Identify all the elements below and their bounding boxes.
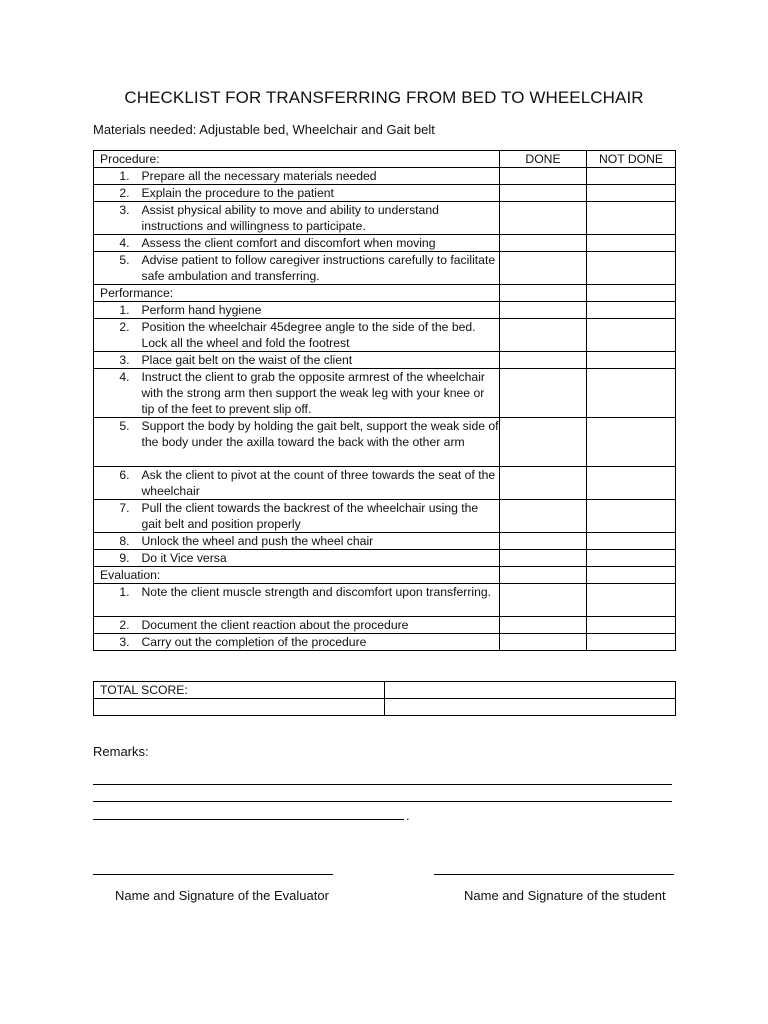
- step-text: Position the wheelchair 45degree angle to the side of the bed. Lock all the wheel and fold the footrest: [136, 319, 500, 352]
- evaluation-step-row: [94, 617, 676, 634]
- not-done-cell[interactable]: [587, 584, 676, 617]
- performance-step-row: [94, 500, 676, 533]
- remarks-end-mark: .: [406, 808, 410, 823]
- step-number: 9.: [94, 550, 136, 567]
- not-done-cell[interactable]: [587, 319, 676, 352]
- step-number: 1.: [94, 302, 136, 319]
- step-number: 2.: [94, 185, 136, 202]
- remarks-line-2[interactable]: [93, 801, 672, 802]
- step-text: Assess the client comfort and discomfort when moving: [136, 235, 500, 252]
- step-number: 2.: [94, 319, 136, 352]
- done-cell[interactable]: [500, 319, 587, 352]
- step-number: 3.: [94, 634, 136, 651]
- performance-header-row: [94, 285, 676, 302]
- step-number: 5.: [94, 252, 136, 285]
- step-number: 3.: [94, 352, 136, 369]
- not-done-cell[interactable]: [587, 418, 676, 467]
- performance-step-row: [94, 533, 676, 550]
- step-number: 5.: [94, 418, 136, 467]
- not-done-cell[interactable]: [587, 500, 676, 533]
- not-done-cell[interactable]: [587, 550, 676, 567]
- step-text: Place gait belt on the waist of the client: [136, 352, 500, 369]
- not-done-cell[interactable]: [587, 533, 676, 550]
- step-text: Explain the procedure to the patient: [136, 185, 500, 202]
- student-signature-label: Name and Signature of the student: [464, 888, 666, 903]
- done-cell[interactable]: [500, 617, 587, 634]
- done-cell[interactable]: [500, 369, 587, 418]
- student-signature-line[interactable]: [434, 874, 674, 875]
- evaluation-header-row: [94, 567, 676, 584]
- not-done-cell[interactable]: [587, 202, 676, 235]
- total-score-blank-row: [94, 699, 676, 716]
- step-text: Unlock the wheel and push the wheel chair: [136, 533, 500, 550]
- checklist-table: [93, 150, 676, 651]
- remarks-line-1[interactable]: [93, 784, 672, 785]
- not-done-cell[interactable]: [587, 302, 676, 319]
- step-text: Advise patient to follow caregiver instructions carefully to facilitate safe ambulation and transferring.: [136, 252, 500, 285]
- not-done-cell[interactable]: [587, 252, 676, 285]
- step-number: 8.: [94, 533, 136, 550]
- remarks-line-3[interactable]: [93, 819, 404, 820]
- not-done-cell[interactable]: [587, 369, 676, 418]
- step-number: 4.: [94, 369, 136, 418]
- done-cell[interactable]: [500, 467, 587, 500]
- not-done-cell[interactable]: [587, 168, 676, 185]
- evaluation-step-row: [94, 584, 676, 617]
- step-text: Note the client muscle strength and discomfort upon transferring.: [136, 584, 500, 617]
- step-text: Perform hand hygiene: [136, 302, 500, 319]
- done-cell[interactable]: [500, 418, 587, 467]
- not-done-cell[interactable]: [587, 352, 676, 369]
- done-cell[interactable]: [500, 352, 587, 369]
- done-cell[interactable]: [500, 202, 587, 235]
- done-cell[interactable]: [500, 168, 587, 185]
- performance-step-row: [94, 302, 676, 319]
- step-text: Support the body by holding the gait belt, support the weak side of the body under the axilla toward the back with the other arm: [136, 418, 500, 467]
- step-number: 7.: [94, 500, 136, 533]
- done-cell[interactable]: [500, 185, 587, 202]
- not-done-cell[interactable]: [587, 235, 676, 252]
- procedure-step-row: [94, 235, 676, 252]
- procedure-step-row: [94, 168, 676, 185]
- total-score-label: TOTAL SCORE:: [94, 682, 385, 699]
- done-column-header: DONE: [500, 151, 587, 168]
- not-done-cell: [587, 567, 676, 584]
- performance-heading: Performance:: [94, 285, 500, 302]
- done-cell[interactable]: [500, 302, 587, 319]
- total-score-blank-cell[interactable]: [385, 699, 676, 716]
- performance-step-row: [94, 369, 676, 418]
- step-number: 3.: [94, 202, 136, 235]
- performance-step-row: [94, 467, 676, 500]
- done-cell: [500, 285, 587, 302]
- step-number: 2.: [94, 617, 136, 634]
- step-text: Pull the client towards the backrest of the wheelchair using the gait belt and position properly: [136, 500, 500, 533]
- not-done-cell[interactable]: [587, 467, 676, 500]
- total-score-blank-cell[interactable]: [94, 699, 385, 716]
- step-text: Instruct the client to grab the opposite armrest of the wheelchair with the strong arm then support the weak leg with your knee or tip of the feet to prevent slip off.: [136, 369, 500, 418]
- materials-needed: Materials needed: Adjustable bed, Wheelchair and Gait belt: [93, 122, 435, 137]
- procedure-step-row: [94, 185, 676, 202]
- done-cell[interactable]: [500, 500, 587, 533]
- done-cell[interactable]: [500, 235, 587, 252]
- procedure-step-row: [94, 202, 676, 235]
- step-text: Carry out the completion of the procedure: [136, 634, 500, 651]
- evaluator-signature-label: Name and Signature of the Evaluator: [115, 888, 329, 903]
- done-cell[interactable]: [500, 634, 587, 651]
- total-score-value-cell[interactable]: [385, 682, 676, 699]
- page-title: CHECKLIST FOR TRANSFERRING FROM BED TO WHEELCHAIR: [124, 88, 644, 107]
- procedure-header-row: [94, 151, 676, 168]
- step-text: Ask the client to pivot at the count of three towards the seat of the wheelchair: [136, 467, 500, 500]
- not-done-cell: [587, 285, 676, 302]
- performance-step-row: [94, 550, 676, 567]
- performance-step-row: [94, 352, 676, 369]
- evaluator-signature-line[interactable]: [93, 874, 333, 875]
- performance-step-row: [94, 319, 676, 352]
- not-done-cell[interactable]: [587, 634, 676, 651]
- procedure-step-row: [94, 252, 676, 285]
- performance-step-row: [94, 418, 676, 467]
- done-cell: [500, 567, 587, 584]
- total-score-row: [94, 682, 676, 699]
- step-number: 1.: [94, 584, 136, 617]
- step-text: Do it Vice versa: [136, 550, 500, 567]
- evaluation-step-row: [94, 634, 676, 651]
- evaluation-heading: Evaluation:: [94, 567, 500, 584]
- step-number: 6.: [94, 467, 136, 500]
- not-done-cell[interactable]: [587, 617, 676, 634]
- remarks-label: Remarks:: [93, 744, 149, 759]
- done-cell[interactable]: [500, 550, 587, 567]
- not-done-cell[interactable]: [587, 185, 676, 202]
- total-score-table: [93, 681, 676, 716]
- step-text: Prepare all the necessary materials needed: [136, 168, 500, 185]
- step-number: 4.: [94, 235, 136, 252]
- not-done-column-header: NOT DONE: [587, 151, 676, 168]
- step-text: Assist physical ability to move and ability to understand instructions and willingness to participate.: [136, 202, 500, 235]
- step-number: 1.: [94, 168, 136, 185]
- procedure-heading: Procedure:: [94, 151, 500, 168]
- done-cell[interactable]: [500, 584, 587, 617]
- done-cell[interactable]: [500, 252, 587, 285]
- step-text: Document the client reaction about the procedure: [136, 617, 500, 634]
- done-cell[interactable]: [500, 533, 587, 550]
